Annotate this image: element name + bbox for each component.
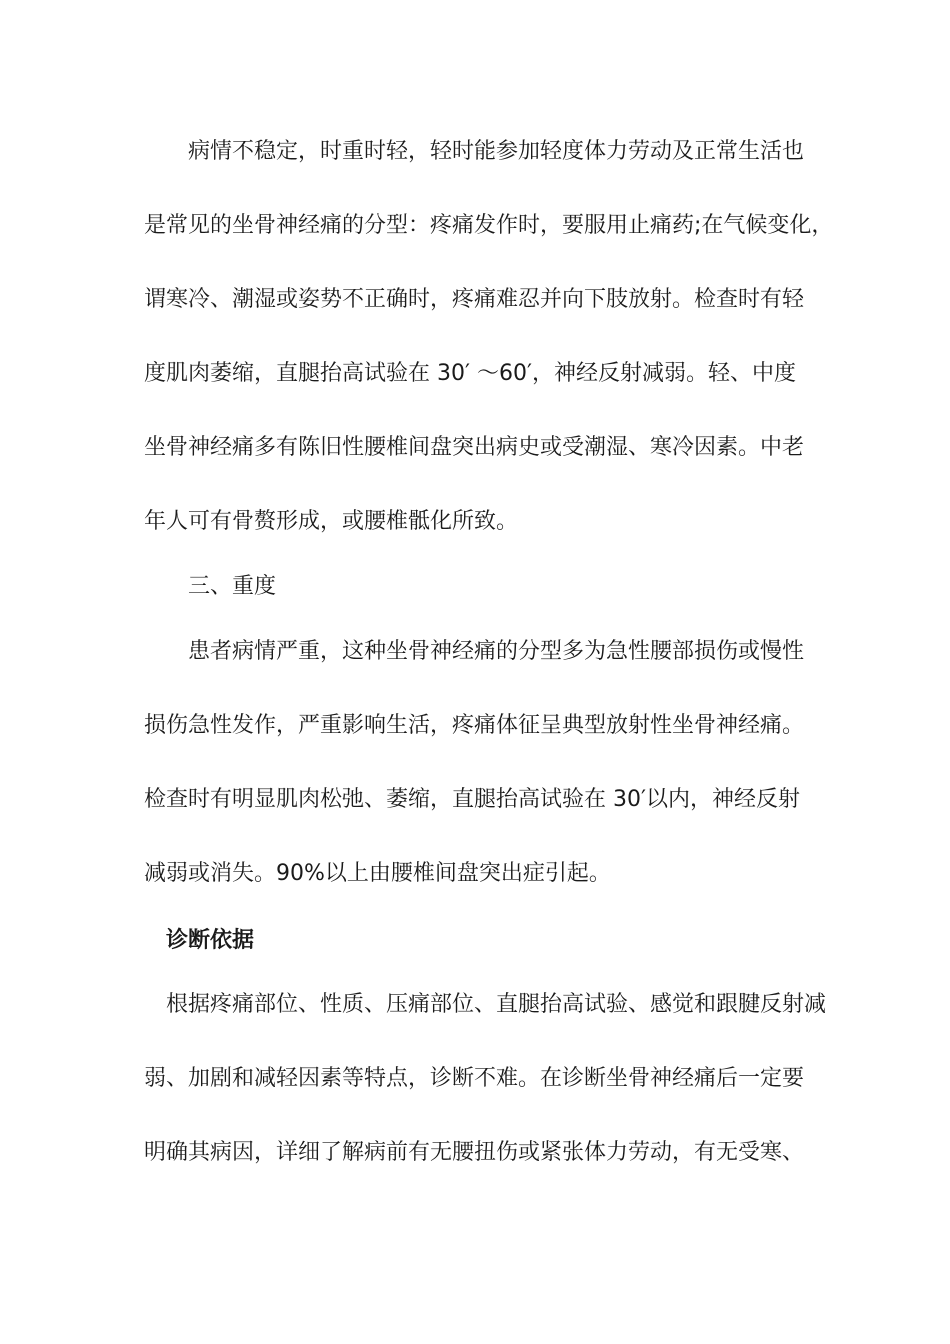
paragraph-line-6: 年人可有骨赘形成，或腰椎骶化所致。 bbox=[144, 509, 519, 534]
paragraph-line-1: 病情不稳定，时重时轻，轻时能参加轻度体力劳动及正常生活也 bbox=[188, 139, 805, 164]
paragraph-line-12: 弱、加剧和减轻因素等特点，诊断不难。在诊断坐骨神经痛后一定要 bbox=[144, 1066, 805, 1091]
paragraph-line-13: 明确其病因，详细了解病前有无腰扭伤或紧张体力劳动，有无受寒、 bbox=[144, 1140, 805, 1165]
paragraph-line-2: 是常见的坐骨神经痛的分型：疼痛发作时，要服用止痛药;在气候变化， bbox=[144, 213, 834, 238]
paragraph-line-11: 根据疼痛部位、性质、压痛部位、直腿抬高试验、感觉和跟腱反射减 bbox=[166, 992, 827, 1017]
section-heading-diagnosis: 诊断依据 bbox=[166, 928, 255, 953]
paragraph-line-10: 减弱或消失。90%以上由腰椎间盘突出症引起。 bbox=[144, 861, 611, 886]
paragraph-line-8: 损伤急性发作，严重影响生活，疼痛体征呈典型放射性坐骨神经痛。 bbox=[144, 713, 805, 738]
paragraph-line-4: 度肌肉萎缩，直腿抬高试验在 30′ ～60′，神经反射减弱。轻、中度 bbox=[144, 361, 796, 386]
paragraph-line-9: 检查时有明显肌肉松弛、萎缩，直腿抬高试验在 30′以内，神经反射 bbox=[144, 787, 800, 812]
section-heading-severe: 三、重度 bbox=[188, 574, 277, 599]
paragraph-line-7: 患者病情严重，这种坐骨神经痛的分型多为急性腰部损伤或慢性 bbox=[188, 639, 805, 664]
paragraph-line-5: 坐骨神经痛多有陈旧性腰椎间盘突出病史或受潮湿、寒冷因素。中老 bbox=[144, 435, 805, 460]
paragraph-line-3: 谓寒冷、潮湿或姿势不正确时，疼痛难忍并向下肢放射。检查时有轻 bbox=[144, 287, 805, 312]
